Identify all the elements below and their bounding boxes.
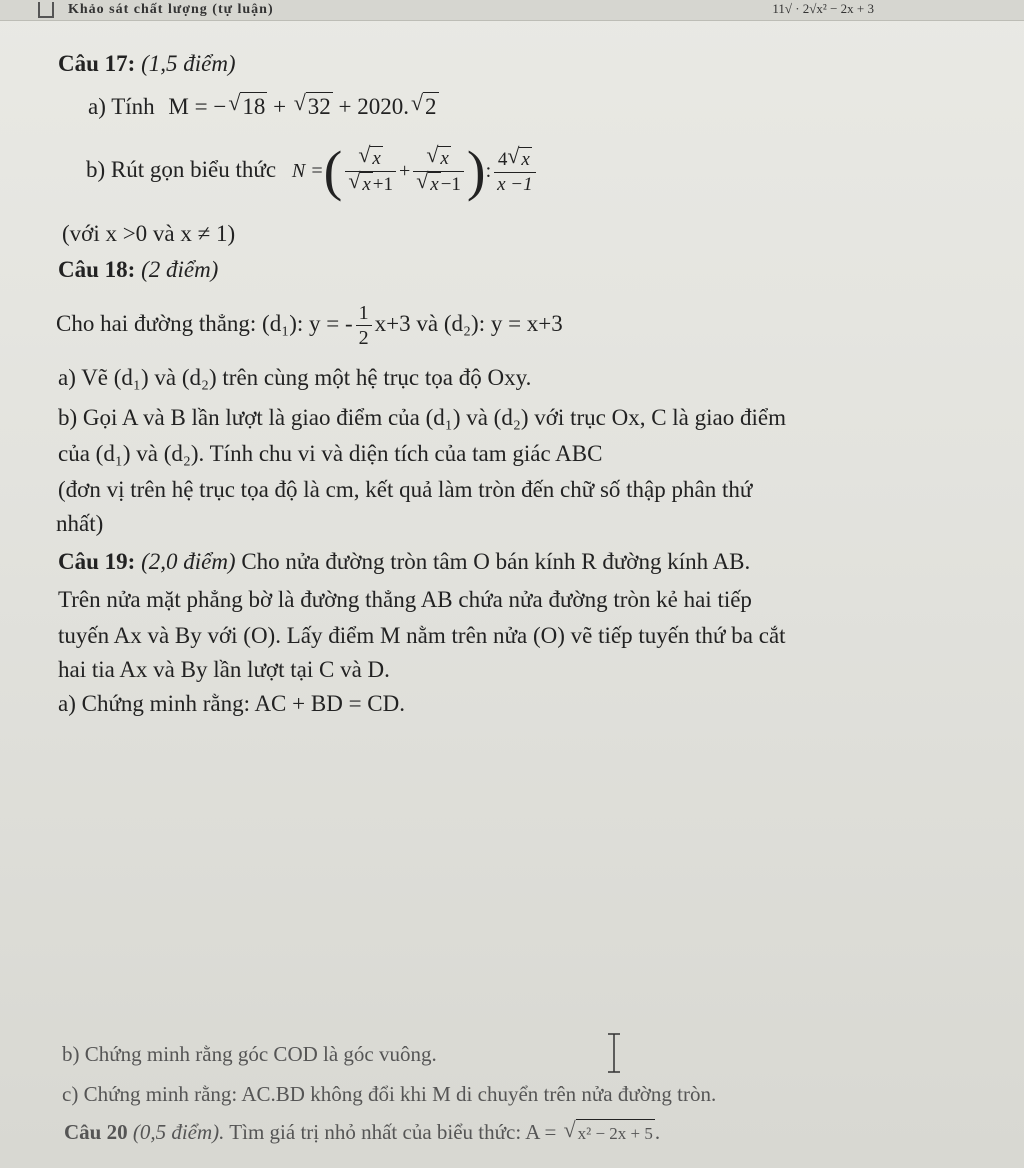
q20-radical: √ x² − 2x + 5 xyxy=(576,1119,655,1148)
text-cursor-icon xyxy=(604,1032,624,1074)
q17-b-frac-3 xyxy=(494,147,536,197)
q18-note-line-2: nhất) xyxy=(56,511,104,536)
q17-b-frac3-den: x −1 xyxy=(497,173,533,195)
cut-header-formula: 11√ · 2√x² − 2x + 3 xyxy=(772,1,874,16)
q17-b-plus: + xyxy=(398,160,411,182)
q17-a-radical-2: √ 32 xyxy=(306,92,333,121)
q17-points: (1,5 điểm) xyxy=(141,51,236,76)
q19-line-3: tuyến Ax và By với (O). Lấy điểm M nằm trên nửa (O) vẽ tiếp tuyến thứ ba cắt xyxy=(58,623,786,648)
q18-part-b-line-2: của (d₁) và (d₂). Tính chu vi và diện tích của tam giác ABC xyxy=(58,441,603,466)
q20-points: (0,5 điểm). xyxy=(132,1120,225,1144)
q18-title: Câu 18: xyxy=(58,257,136,282)
q17-b-frac1-num: √ x xyxy=(370,146,382,171)
q19-points: (2,0 điểm) xyxy=(141,549,236,574)
q17-condition: (với x >0 và x ≠ 1) xyxy=(62,221,236,246)
q17-a-plus-1: + xyxy=(267,94,292,119)
q17-part-a xyxy=(88,92,439,121)
q17-b-frac-2 xyxy=(413,146,464,197)
q18-intro-frac-den: 2 xyxy=(358,327,369,350)
q19-line-2: Trên nửa mặt phẳng bờ là đường thẳng AB chứa nửa đường tròn kẻ hai tiếp xyxy=(58,587,752,612)
q17-a-expr-prefix: M = − xyxy=(168,94,227,119)
q17-b-frac2-den-tail: −1 xyxy=(440,174,461,196)
q19-part-a: a) Chứng minh rằng: AC + BD = CD. xyxy=(58,691,405,716)
q17-b-colon: : xyxy=(485,160,492,182)
q17-b-label: b) Rút gọn biểu thức xyxy=(86,157,277,182)
q18-note-line-1: (đơn vị trên hệ trục tọa độ là cm, kết quả làm tròn đến chữ số thập phân thứ xyxy=(58,477,753,502)
cut-header-text: Khảo sát chất lượng (tự luận) xyxy=(68,2,274,17)
q18-heading xyxy=(58,256,218,284)
q17-b-frac3-coef: 4 xyxy=(497,148,508,170)
q18-intro-pre: Cho hai đường thẳng: (d₁): y = - xyxy=(56,311,353,336)
q18-part-a: a) Vẽ (d₁) và (d₂) trên cùng một hệ trục tọa độ Oxy. xyxy=(58,365,532,390)
q17-b-frac3-num-rad: √ x xyxy=(519,147,531,172)
q17-b-frac2-den-rad: √ x xyxy=(428,172,440,197)
q20-title: Câu 20 xyxy=(64,1120,128,1144)
q17-b-N: N = xyxy=(291,160,324,182)
q18-intro-frac xyxy=(356,301,372,350)
q17-a-plus-2: + 2020. xyxy=(332,94,410,119)
q17-b-frac-1 xyxy=(345,146,396,197)
q19-text-1: Cho nửa đường tròn tâm O bán kính R đường kính AB. xyxy=(235,549,751,574)
q19-title: Câu 19: xyxy=(58,549,136,574)
q19-line-4: hai tia Ax và By lần lượt tại C và D. xyxy=(58,657,390,682)
q18-intro-post: x+3 và (d₂): y = x+3 xyxy=(374,311,563,336)
q17-b-frac2-num: √ x xyxy=(438,146,450,171)
q20-end: . xyxy=(654,1120,661,1144)
q19-part-b: b) Chứng minh rằng góc COD là góc vuông. xyxy=(62,1042,437,1066)
q17-part-b xyxy=(86,140,539,212)
q17-title: Câu 17: xyxy=(58,51,136,76)
q17-heading xyxy=(58,50,236,78)
q18-intro xyxy=(56,296,563,356)
corner-bracket-icon xyxy=(38,2,54,18)
q17-b-frac1-den-tail: +1 xyxy=(372,174,393,196)
q20-text: Tìm giá trị nhỏ nhất của biểu thức: A = xyxy=(224,1120,562,1144)
q19-line-1 xyxy=(58,548,750,576)
q17-a-radical-1: √ 18 xyxy=(240,92,267,121)
q19-part-c: c) Chứng minh rằng: AC.BD không đổi khi M di chuyển trên nửa đường tròn. xyxy=(62,1082,717,1106)
q18-intro-frac-num: 1 xyxy=(356,301,372,326)
q17-a-radical-3: √ 2 xyxy=(423,92,439,121)
q20-line xyxy=(64,1118,660,1148)
top-toolbar-strip xyxy=(0,0,1024,21)
q17-b-paren-close: ) xyxy=(466,140,486,203)
q17-a-label: a) Tính xyxy=(88,94,155,119)
q17-b-frac1-den-rad: √ x xyxy=(360,172,372,197)
q18-part-b-line-1: b) Gọi A và B lần lượt là giao điểm của (d₁) và (d₂) với trục Ox, C là giao điểm xyxy=(58,405,786,430)
q18-points: (2 điểm) xyxy=(141,257,219,282)
q17-b-paren-open: ( xyxy=(323,140,343,203)
